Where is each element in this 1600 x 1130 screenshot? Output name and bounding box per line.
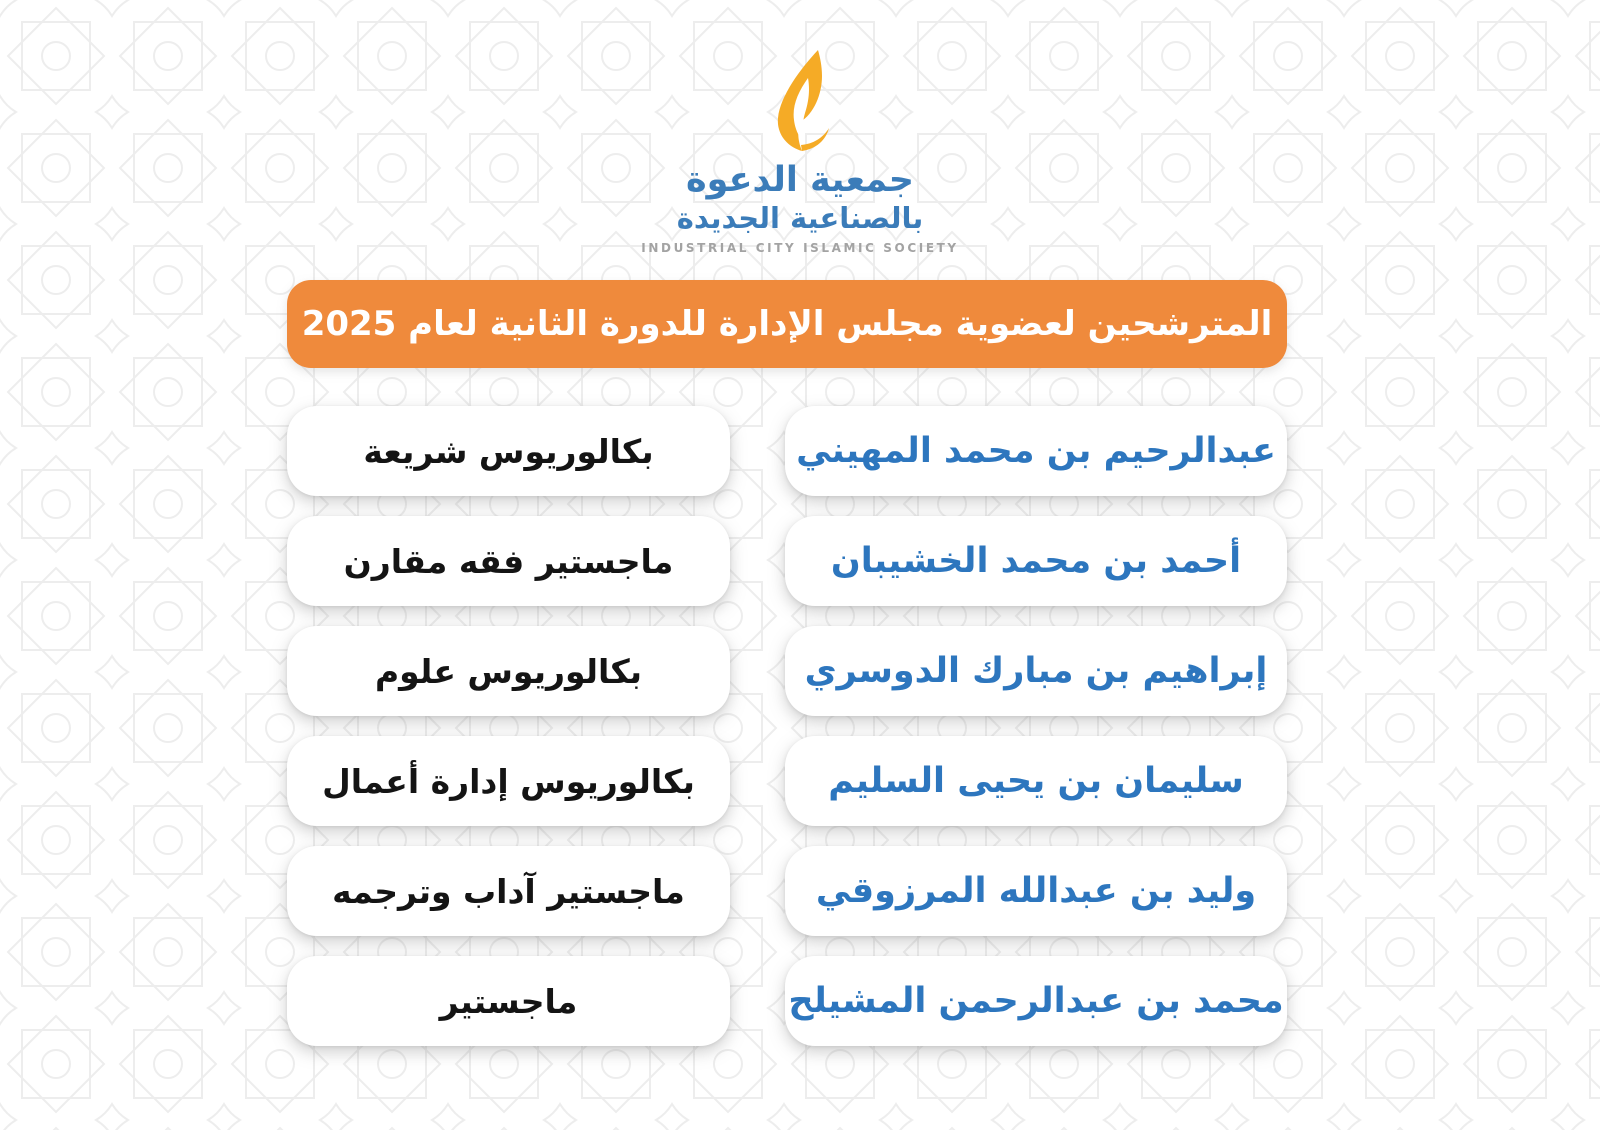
page-title: المترشحين لعضوية مجلس الإدارة للدورة الثانية لعام 2025 (301, 304, 1273, 344)
candidate-name-text: وليد بن عبدالله المرزوقي (815, 871, 1257, 911)
candidate-name-text: إبراهيم بن مبارك الدوسري (804, 651, 1268, 691)
candidate-name-text: سليمان بن يحيى السليم (828, 761, 1244, 801)
candidate-name-text: محمد بن عبدالرحمن المشيلح (788, 981, 1284, 1021)
candidate-name-text: عبدالرحيم بن محمد المهيني (796, 431, 1276, 471)
qualification-text: بكالوريوس علوم (374, 651, 643, 691)
qualification-text: ماجستير آداب وترجمه (332, 871, 685, 911)
logo-title-english: INDUSTRIAL CITY ISLAMIC SOCIETY (641, 241, 959, 256)
candidate-name-text: أحمد بن محمد الخشيبان (830, 541, 1242, 581)
flame-logo-icon (768, 48, 832, 152)
qualification-card (287, 736, 730, 826)
qualification-text: بكالوريوس شريعة (363, 431, 654, 471)
candidate-name-card (785, 516, 1287, 606)
candidate-name-card (785, 956, 1287, 1046)
qualification-card (287, 626, 730, 716)
candidate-name-card (785, 846, 1287, 936)
qualification-card (287, 516, 730, 606)
qualification-card (287, 846, 730, 936)
candidate-name-card (785, 406, 1287, 496)
candidate-name-card (785, 736, 1287, 826)
candidates-grid (287, 406, 1287, 1046)
qualification-card (287, 406, 730, 496)
candidate-name-card (785, 626, 1287, 716)
qualification-text: ماجستير فقه مقارن (343, 541, 674, 581)
logo-title-arabic: جمعية الدعوة (685, 160, 914, 200)
main-content (287, 280, 1287, 1046)
society-logo (0, 48, 1600, 255)
qualification-text: ماجستير (439, 981, 578, 1021)
logo-subtitle-arabic: بالصناعية الجديدة (676, 200, 924, 235)
qualification-text: بكالوريوس إدارة أعمال (322, 761, 695, 801)
qualification-card (287, 956, 730, 1046)
title-banner (287, 280, 1287, 368)
